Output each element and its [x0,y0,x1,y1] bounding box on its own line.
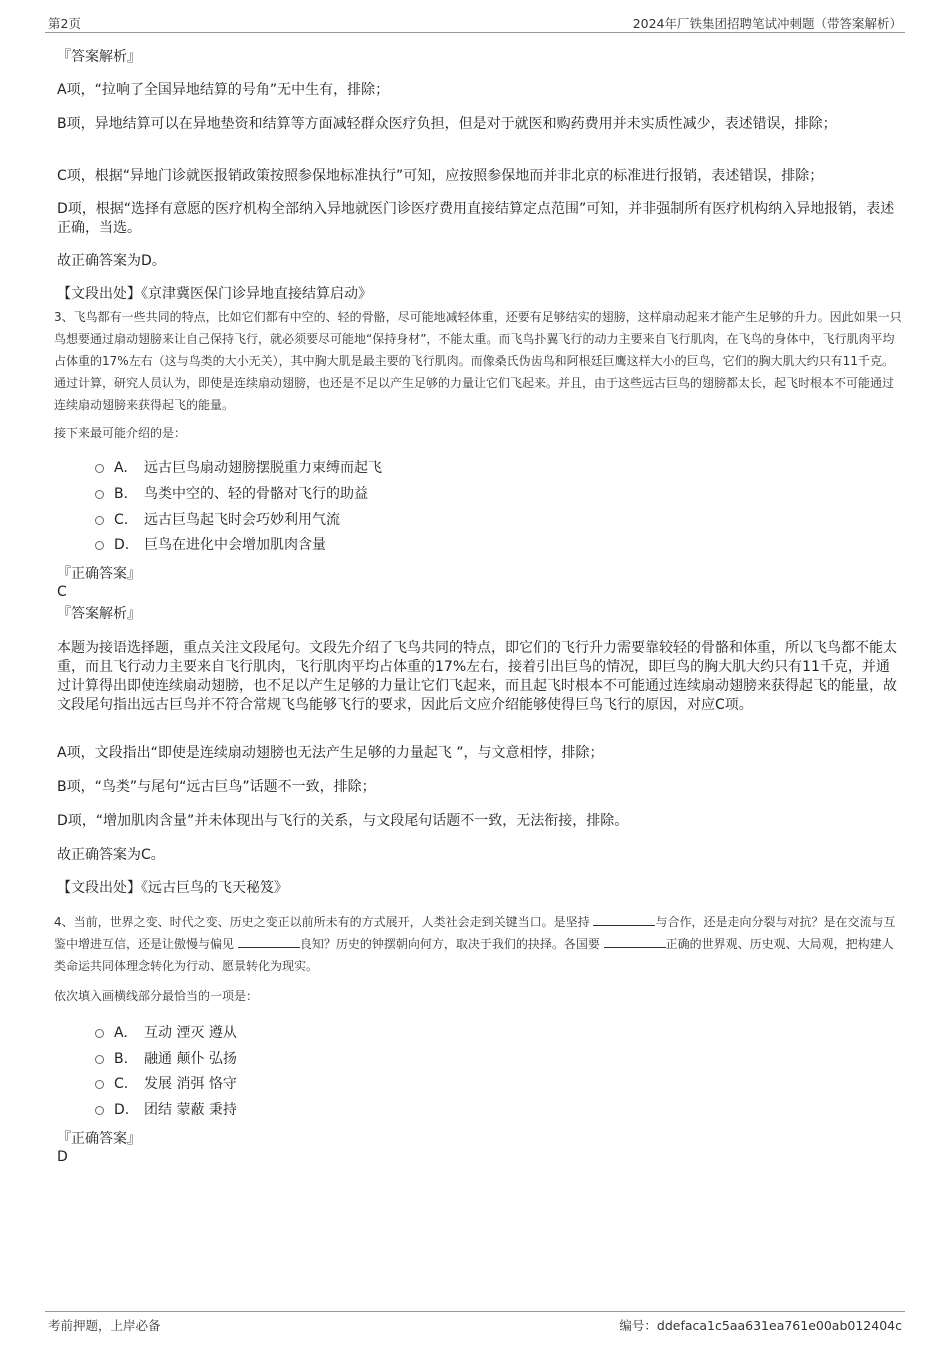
option-text: 团结 蒙蔽 秉持 [144,1102,237,1118]
q3-analysis-label: 『答案解析』 [57,606,141,622]
q2-source: 【文段出处】《京津冀医保门诊异地直接结算启动》 [57,286,372,302]
option-letter: D. [114,1102,130,1118]
q4-option-c[interactable] [95,1074,237,1094]
radio-icon[interactable] [95,1106,104,1115]
option-text: 互动 湮灭 遵从 [144,1025,237,1041]
q2-analysis-c: C项，根据“异地门诊就医报销政策按照参保地标准执行”可知，应按照参保地而并非北京的标准进行报销，表述错误，排除； [57,168,824,184]
q3-source: 【文段出处】《远古巨鸟的飞天秘笈》 [57,880,288,896]
footer-divider [45,1311,905,1312]
q2-analysis-label: 『答案解析』 [57,49,141,65]
q3-passage: 3、飞鸟都有一些共同的特点，比如它们都有中空的、轻的骨骼，尽可能地减轻体重，还要有足够结实的翅膀，这样扇动起来才能产生足够的升力。因此如果一只鸟想要通过扇动翅膀来让自己保持飞行，就必须要尽可能地“保持身材”，不能太重。而飞鸟扑翼飞行的动力主要来自飞行肌肉，在飞鸟的身体中，飞行肌肉平均占体重的17%左右（这与鸟类的大小无关），其中胸大肌是最主要的飞行肌肉。而像桑氏伪齿鸟和阿根廷巨鹰这样大小的巨鸟，它们的胸大肌大约只有11千克。通过计算，研究人员认为，即使是连续扇动翅膀，也还是不足以产生足够的力量让它们飞起来。并且，由于这些远古巨鸟的翅膀都太长，起飞时根本不可能通过连续扇动翅膀来获得起飞的能量。 [54,310,902,412]
document-title: 2024年厂铁集团招聘笔试冲刺题（带答案解析） [632,16,902,31]
option-text: 巨鸟在进化中会增加肌肉含量 [144,537,326,553]
q4-option-b[interactable] [95,1049,237,1069]
q2-analysis-d: D项，根据“选择有意愿的医疗机构全部纳入异地就医门诊医疗费用直接结算定点范围”可知，并非强制所有医疗机构纳入异地报销，表述正确，当选。 [57,201,895,236]
option-letter: C. [114,1076,129,1092]
option-letter: C. [114,512,129,528]
radio-icon[interactable] [95,516,104,525]
fill-blank-2 [238,936,300,948]
q3-answer: C [57,584,67,600]
page-number: 第2页 [48,16,81,31]
document-code: 编号：ddefaca1c5aa631ea761e00ab012404c [619,1318,902,1333]
q2-analysis-b: B项，异地结算可以在异地垫资和结算等方面减轻群众医疗负担，但是对于就医和购药费用并未实质性减少，表述错误，排除； [57,116,837,132]
q3-prompt: 接下来最可能介绍的是： [54,426,187,440]
option-text: 鸟类中空的、轻的骨骼对飞行的助益 [144,486,368,502]
option-letter: D. [114,537,130,553]
q3-option-d[interactable] [95,535,326,555]
footer-slogan: 考前押题，上岸必备 [48,1318,161,1333]
option-text: 远古巨鸟起飞时会巧妙利用气流 [144,512,340,528]
radio-icon[interactable] [95,541,104,550]
option-letter: A. [114,1025,128,1041]
q3-analysis-d: D项，“增加肌肉含量”并未体现出与飞行的关系，与文段尾句话题不一致，无法衔接，排除。 [57,813,629,829]
q4-option-d[interactable] [95,1100,237,1120]
q4-passage: 4、当前，世界之变、时代之变、历史之变正以前所未有的方式展开，人类社会走到关键当口。是坚持 与合作，还是走向分裂与对抗？是在交流与互鉴中增进互信，还是让傲慢与偏见 良知？历史的钟摆朝向何方，取决于我们的抉择。各国要 正确的世界观、历史观、大局观，把构建人类命运共同体理念转化为行动、愿景转化为现实。 [54,915,896,973]
q3-analysis-b: B项，“鸟类”与尾句“远古巨鸟”话题不一致，排除； [57,779,376,795]
q4-answer: D [57,1149,68,1165]
q4-answer-label: 『正确答案』 [57,1131,141,1147]
q3-option-b[interactable] [95,484,368,504]
fill-blank-1 [593,914,655,926]
option-text: 发展 消弭 恪守 [144,1076,237,1092]
fill-blank-3 [604,936,666,948]
option-text: 远古巨鸟扇动翅膀摆脱重力束缚而起飞 [144,460,382,476]
radio-icon[interactable] [95,490,104,499]
option-text: 融通 颠仆 弘扬 [144,1051,237,1067]
q2-analysis-a: A项，“拉响了全国异地结算的号角”无中生有，排除； [57,82,390,98]
radio-icon[interactable] [95,464,104,473]
q3-option-c[interactable] [95,510,340,530]
q4-option-a[interactable] [95,1023,237,1043]
q3-option-a[interactable] [95,458,382,478]
option-letter: A. [114,460,128,476]
q3-conclusion: 故正确答案为C。 [57,847,165,863]
radio-icon[interactable] [95,1055,104,1064]
q3-answer-label: 『正确答案』 [57,566,141,582]
radio-icon[interactable] [95,1080,104,1089]
radio-icon[interactable] [95,1029,104,1038]
option-letter: B. [114,1051,129,1067]
option-letter: B. [114,486,129,502]
q4-prompt: 依次填入画横线部分最恰当的一项是： [54,989,259,1003]
q3-analysis-a: A项，文段指出“即使是连续扇动翅膀也无法产生足够的力量起飞 ”，与文意相悖，排除； [57,745,604,761]
q2-conclusion: 故正确答案为D。 [57,253,166,269]
header-divider [45,32,905,33]
q3-analysis: 本题为接语选择题，重点关注文段尾句。文段先介绍了飞鸟共同的特点，即它们的飞行升力需要靠较轻的骨骼和体重，所以飞鸟都不能太重，而且飞行动力主要来自飞行肌肉，飞行肌肉平均占体重的17%左右，接着引出巨鸟的情况，即巨鸟的胸大肌大约只有11千克，并通过计算得出即使连续扇动翅膀，也不足以产生足够的力量让它们飞起来，而且起飞时根本不可能通过连续扇动翅膀来获得起飞的能量，故文段尾句指出远古巨鸟并不符合常规飞鸟能够飞行的要求，因此后文应介绍能够使得巨鸟飞行的原因，对应C项。 [57,640,897,713]
